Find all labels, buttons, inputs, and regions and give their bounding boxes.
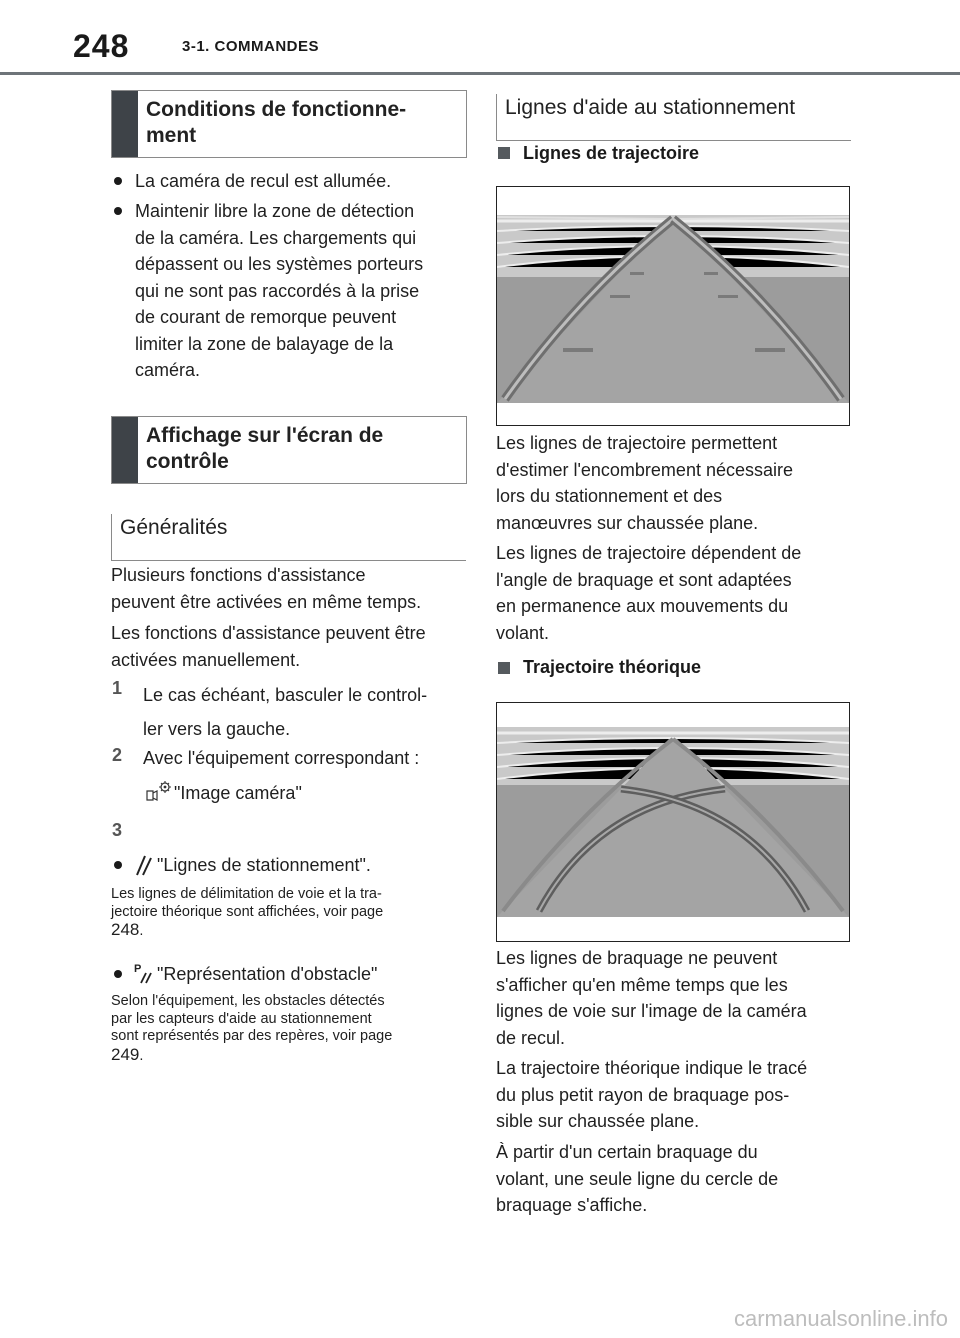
paragraph: À partir d'un certain braquage du volant, une seule ligne du cercle de braquage s'affiche. [496, 1142, 779, 1215]
bullet-text: La caméra de recul est allumée. [135, 171, 392, 191]
camera-settings-icon [145, 779, 173, 803]
step-number: 2 [112, 745, 123, 765]
step-text: Le cas échéant, basculer le control- ler vers la gauche. [143, 685, 428, 739]
paragraph: Les lignes de trajectoire dépendent de l'angle de braquage et sont adaptées en permanence aux mouvements du volant. [496, 543, 802, 643]
note-text: Selon l'équipement, les obstacles détectés par les capteurs d'aide au stationnement sont représentés par des repères, voir page 249. [111, 993, 393, 1064]
bullet [114, 861, 122, 869]
svg-text:P: P [134, 963, 142, 975]
note-text: Les lignes de délimitation de voie et la tra- jectoire théorique sont affichées, voir page 248. [111, 886, 384, 939]
heading-square [498, 662, 510, 674]
subsection-parking-lines: Lignes d'aide au stationnement [496, 96, 851, 142]
page-reference-link[interactable]: 248 [111, 920, 140, 939]
page-header [0, 0, 960, 74]
section-bar [112, 417, 138, 483]
step-number: 1 [112, 678, 123, 698]
watermark: carmanualsonline.info [733, 1306, 948, 1331]
paragraph: Les fonctions d'assistance peuvent être activées manuellement. [111, 623, 426, 670]
section-title: Affichage sur l'écran de contrôle [146, 424, 384, 473]
paragraph: La trajectoire théorique indique le tracé du plus petit rayon de braquage pos- sible sur chaussée plane. [496, 1058, 808, 1131]
option-obstacle-display: "Représentation d'obstacle" [157, 964, 378, 984]
bullet [114, 207, 122, 215]
section-title: Conditions de fonctionne- ment [146, 98, 407, 147]
bullet-text: Maintenir libre la zone de détection de la caméra. Les chargements qui dépassent ou les systèmes porteurs qui ne sont pas raccordés à la prise de courant de remorque peuvent limiter la zone de balayage de la caméra. [135, 201, 424, 380]
paragraph: Les lignes de braquage ne peuvent s'afficher qu'en même temps que les lignes de voie sur l'image de la caméra de recul. [496, 948, 807, 1048]
bullet [114, 177, 122, 185]
option-parking-lines: "Lignes de stationnement". [157, 855, 371, 875]
menu-option-camera-image: "Image caméra" [174, 783, 302, 803]
obstacle-icon [133, 961, 155, 985]
figure-theoretical-trajectory [496, 702, 850, 942]
section-bar [112, 91, 138, 157]
section-display [111, 416, 467, 484]
parking-lines-icon [133, 853, 155, 877]
page-number: 248 [73, 28, 130, 64]
heading-theoretical-trajectory: Trajectoire théorique [523, 657, 702, 677]
bullet [114, 970, 122, 978]
section-conditions [111, 90, 467, 158]
paragraph: Les lignes de trajectoire permettent d'estimer l'encombrement nécessaire lors du stationnement et des manœuvres sur chaussée plane. [496, 433, 793, 533]
subsection-general: Généralités [111, 516, 466, 562]
step-number: 3 [112, 820, 123, 840]
chapter-title: 3-1. COMMANDES [182, 38, 320, 55]
figure-trajectory-lines [496, 186, 850, 426]
header-rule [0, 72, 960, 75]
step-text: Avec l'équipement correspondant : [143, 748, 420, 768]
paragraph: Plusieurs fonctions d'assistance peuvent être activées en même temps. [111, 565, 422, 612]
page-reference-link[interactable]: 249 [111, 1044, 140, 1064]
heading-trajectory-lines: Lignes de trajectoire [523, 143, 700, 163]
heading-square [498, 147, 510, 159]
